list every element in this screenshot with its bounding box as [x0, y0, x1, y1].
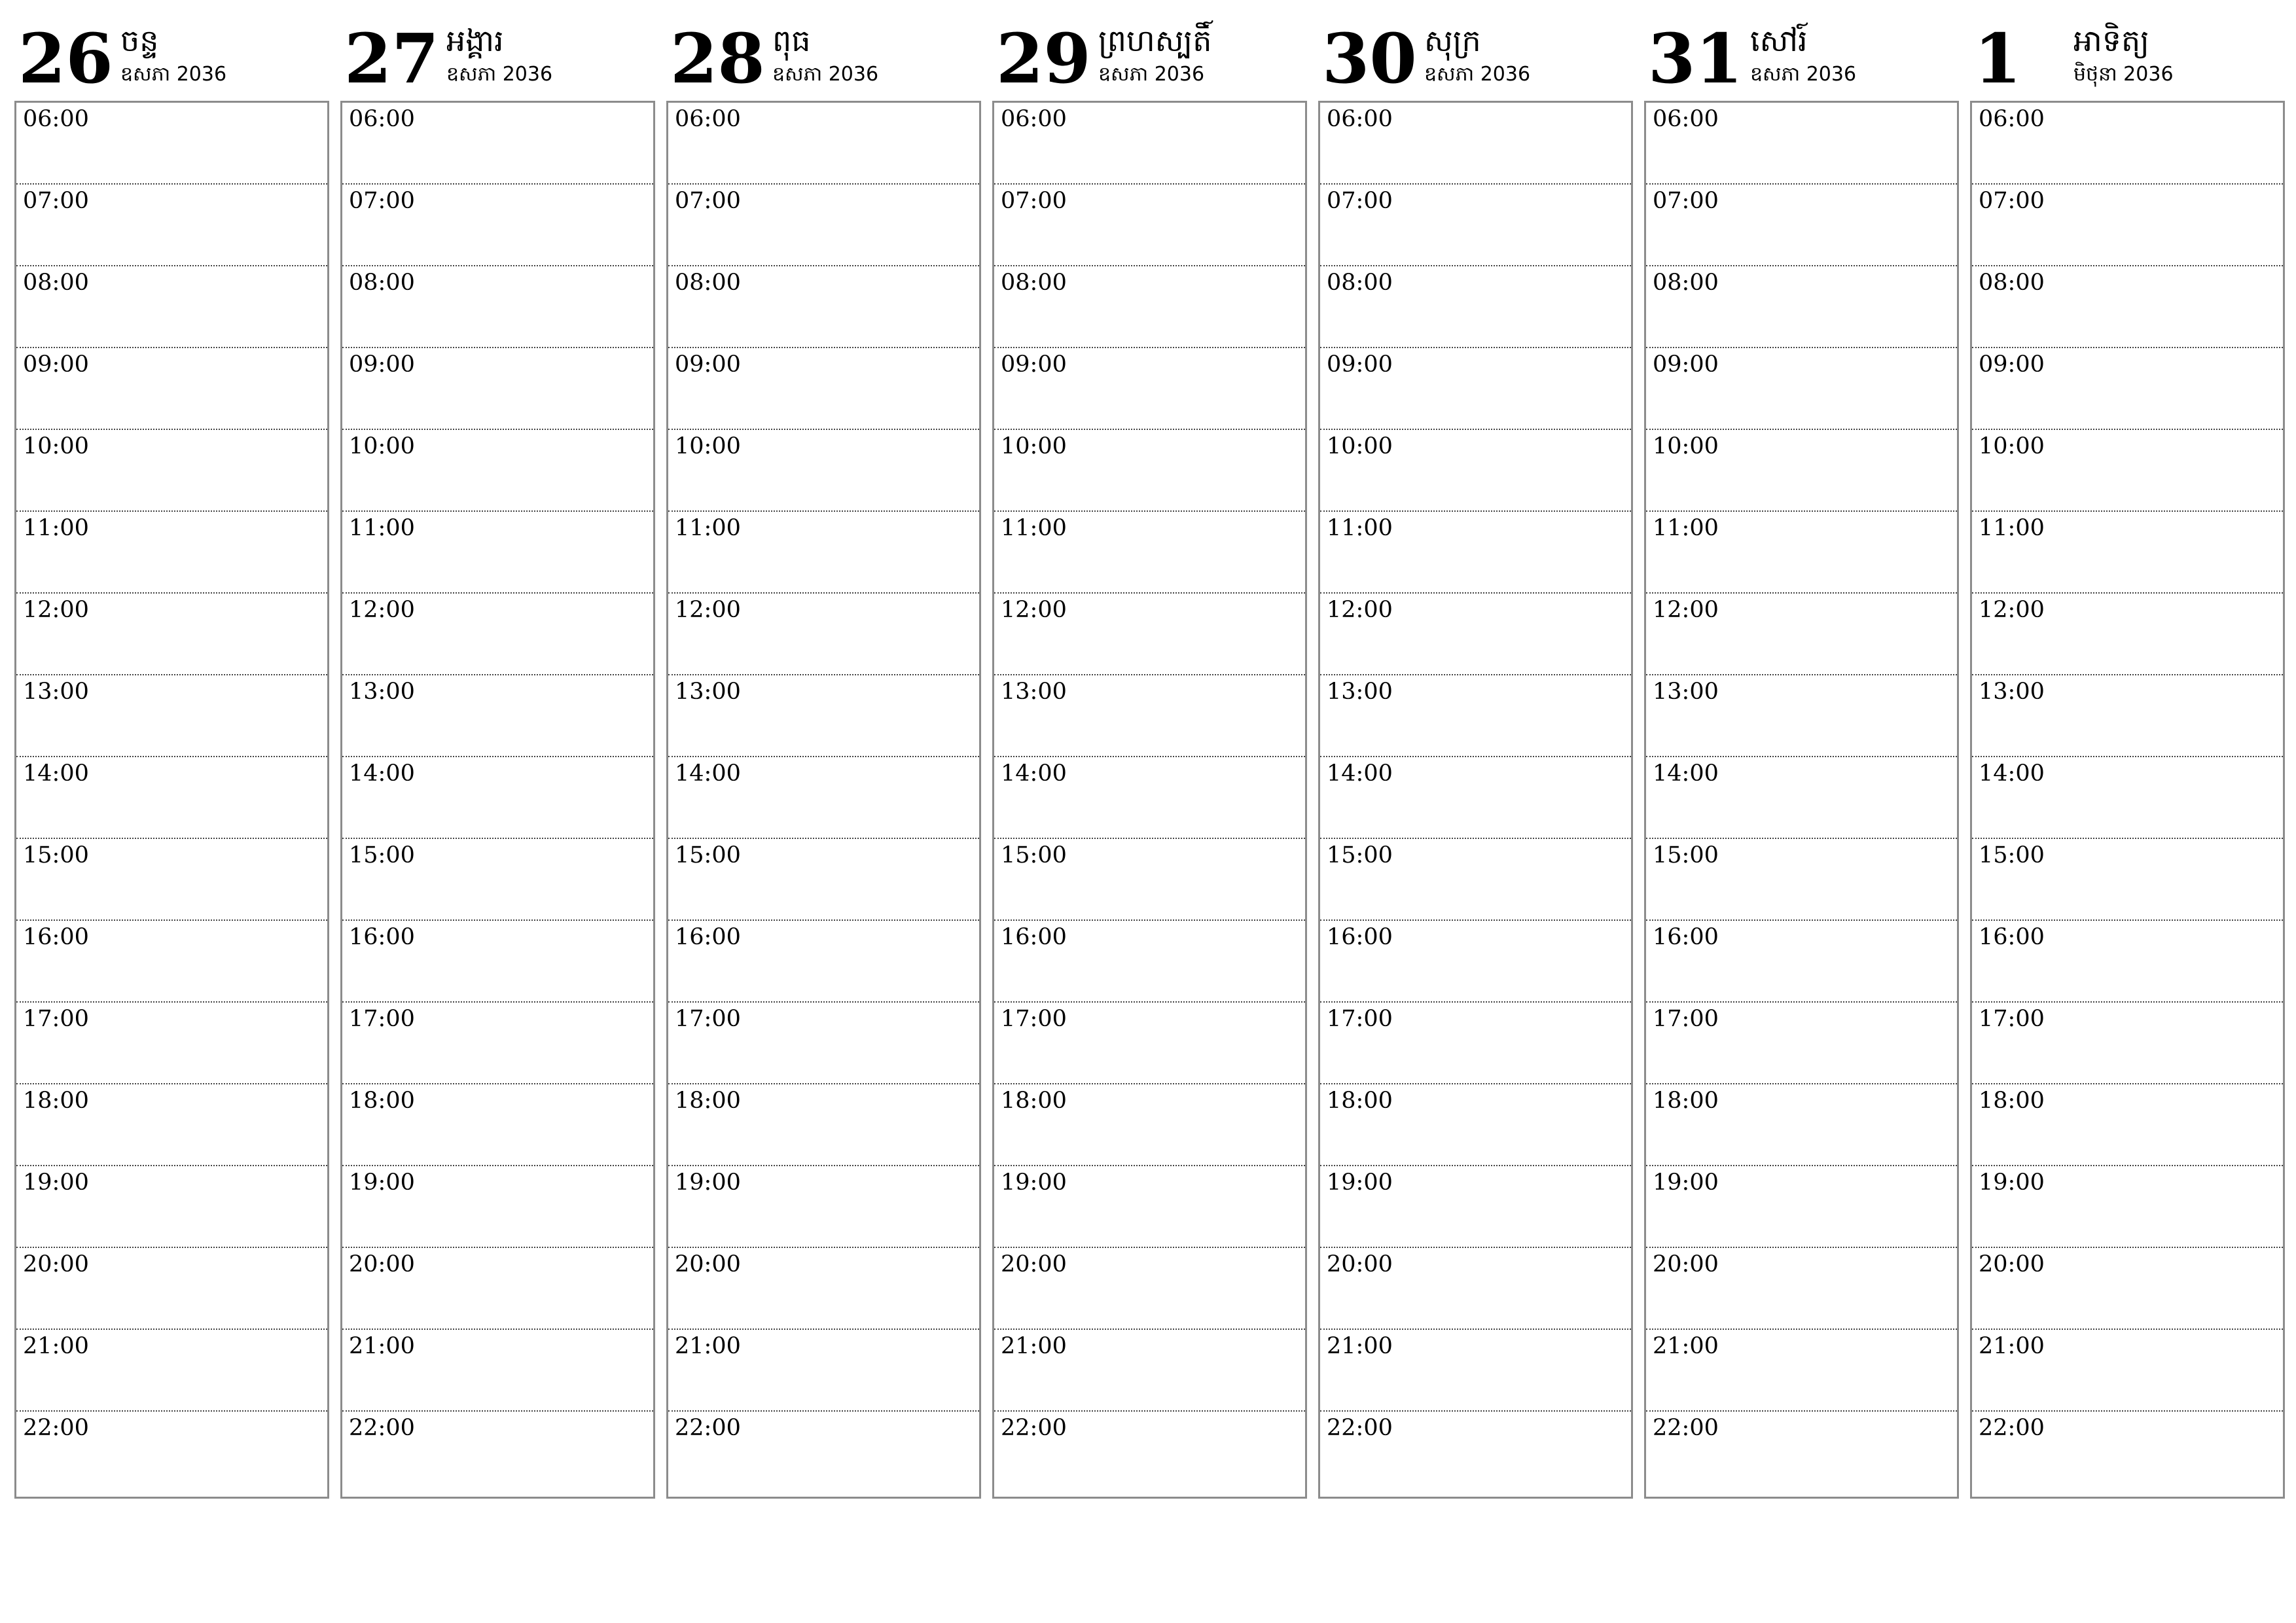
time-label: 08:00 — [1001, 270, 1067, 296]
time-label: 15:00 — [1001, 842, 1067, 868]
time-slots-box — [666, 101, 981, 1499]
time-slot[interactable] — [342, 430, 653, 512]
time-label: 16:00 — [1979, 924, 2045, 950]
time-slot[interactable] — [1320, 348, 1631, 430]
time-slot[interactable] — [16, 1412, 327, 1497]
time-label: 17:00 — [1653, 1006, 1719, 1032]
time-slot[interactable] — [1320, 103, 1631, 185]
time-slot[interactable] — [668, 839, 979, 921]
day-number: 28 — [670, 18, 765, 99]
time-label: 18:00 — [349, 1088, 415, 1114]
month-year-label: ឧសភា 2036 — [120, 63, 227, 86]
time-label: 21:00 — [1327, 1333, 1393, 1359]
time-label: 20:00 — [23, 1251, 89, 1277]
time-label: 13:00 — [1001, 679, 1067, 705]
time-label: 20:00 — [1001, 1251, 1067, 1277]
time-slot[interactable] — [342, 1330, 653, 1412]
time-label: 19:00 — [349, 1169, 415, 1196]
day-number: 31 — [1648, 18, 1743, 99]
time-slot[interactable] — [342, 266, 653, 348]
time-label: 14:00 — [1979, 760, 2045, 787]
time-label: 12:00 — [1327, 597, 1393, 623]
time-label: 12:00 — [349, 597, 415, 623]
time-label: 13:00 — [1979, 679, 2045, 705]
time-slot[interactable] — [342, 594, 653, 675]
day-column — [666, 20, 980, 1499]
time-slot[interactable] — [16, 1166, 327, 1248]
day-number: 29 — [996, 18, 1091, 99]
time-slot[interactable] — [994, 103, 1305, 185]
time-slot[interactable] — [1320, 1084, 1631, 1166]
time-slot[interactable] — [1646, 1003, 1957, 1084]
time-slot[interactable] — [994, 1084, 1305, 1166]
time-slot[interactable] — [994, 594, 1305, 675]
time-slot[interactable] — [994, 348, 1305, 430]
time-slot[interactable] — [1320, 1248, 1631, 1330]
time-label: 21:00 — [1979, 1333, 2045, 1359]
time-slot[interactable] — [1646, 430, 1957, 512]
time-label: 07:00 — [1979, 188, 2045, 214]
time-label: 16:00 — [23, 924, 89, 950]
day-header — [1644, 20, 1958, 101]
time-slot[interactable] — [994, 757, 1305, 839]
day-header — [340, 20, 654, 101]
time-slot[interactable] — [16, 185, 327, 266]
time-slot[interactable] — [668, 185, 979, 266]
time-slot[interactable] — [1320, 1412, 1631, 1497]
time-slot[interactable] — [668, 430, 979, 512]
time-label: 16:00 — [675, 924, 741, 950]
day-column — [14, 20, 328, 1499]
time-slot[interactable] — [16, 921, 327, 1003]
time-slot[interactable] — [1972, 1166, 2283, 1248]
time-slots-box — [992, 101, 1307, 1499]
time-slot[interactable] — [342, 185, 653, 266]
time-slot[interactable] — [16, 266, 327, 348]
time-slot[interactable] — [1320, 594, 1631, 675]
day-name: ចន្ទ — [120, 23, 159, 58]
time-label: 09:00 — [1653, 351, 1719, 378]
time-slot[interactable] — [342, 1084, 653, 1166]
time-slot[interactable] — [342, 512, 653, 594]
time-label: 12:00 — [23, 597, 89, 623]
time-slot[interactable] — [16, 430, 327, 512]
day-header — [14, 20, 328, 101]
day-name: ព្រហស្បតិ៍ — [1098, 23, 1212, 58]
day-number: 30 — [1322, 18, 1417, 99]
time-label: 15:00 — [1979, 842, 2045, 868]
time-slot[interactable] — [1646, 921, 1957, 1003]
time-slot[interactable] — [1320, 185, 1631, 266]
time-slot[interactable] — [668, 103, 979, 185]
time-slot[interactable] — [1320, 512, 1631, 594]
time-slot[interactable] — [16, 1248, 327, 1330]
time-slot[interactable] — [1972, 430, 2283, 512]
time-label: 21:00 — [349, 1333, 415, 1359]
time-slot[interactable] — [1646, 1330, 1957, 1412]
time-label: 19:00 — [1001, 1169, 1067, 1196]
time-slot[interactable] — [1320, 430, 1631, 512]
time-slot[interactable] — [342, 757, 653, 839]
time-label: 10:00 — [675, 433, 741, 459]
time-slot[interactable] — [668, 1330, 979, 1412]
time-label: 12:00 — [1001, 597, 1067, 623]
time-slot[interactable] — [1320, 675, 1631, 757]
time-slot[interactable] — [16, 348, 327, 430]
time-slot[interactable] — [1972, 594, 2283, 675]
time-label: 06:00 — [1001, 106, 1067, 132]
time-label: 17:00 — [1327, 1006, 1393, 1032]
time-label: 09:00 — [1979, 351, 2045, 378]
time-slot[interactable] — [994, 1412, 1305, 1497]
time-slot[interactable] — [994, 1166, 1305, 1248]
day-header — [666, 20, 980, 101]
time-label: 17:00 — [1979, 1006, 2045, 1032]
time-slot[interactable] — [342, 1166, 653, 1248]
time-label: 17:00 — [349, 1006, 415, 1032]
time-slot[interactable] — [668, 1166, 979, 1248]
time-label: 12:00 — [1979, 597, 2045, 623]
time-label: 11:00 — [1001, 515, 1067, 541]
time-label: 08:00 — [1653, 270, 1719, 296]
time-slot[interactable] — [1972, 348, 2283, 430]
time-slot[interactable] — [342, 839, 653, 921]
time-label: 19:00 — [675, 1169, 741, 1196]
time-slot[interactable] — [994, 266, 1305, 348]
time-label: 18:00 — [1653, 1088, 1719, 1114]
time-label: 11:00 — [1653, 515, 1719, 541]
day-number: 26 — [18, 18, 113, 99]
time-label: 18:00 — [1327, 1088, 1393, 1114]
time-label: 15:00 — [1653, 842, 1719, 868]
time-slot[interactable] — [1972, 266, 2283, 348]
time-label: 11:00 — [675, 515, 741, 541]
time-slot[interactable] — [994, 430, 1305, 512]
time-label: 14:00 — [1001, 760, 1067, 787]
time-slot[interactable] — [1320, 1330, 1631, 1412]
time-slot[interactable] — [994, 839, 1305, 921]
time-label: 13:00 — [23, 679, 89, 705]
time-label: 18:00 — [23, 1088, 89, 1114]
time-slot[interactable] — [668, 1248, 979, 1330]
weekly-planner — [14, 20, 2291, 1499]
time-label: 13:00 — [675, 679, 741, 705]
time-label: 07:00 — [1653, 188, 1719, 214]
day-column — [992, 20, 1306, 1499]
time-label: 07:00 — [1327, 188, 1393, 214]
time-slot[interactable] — [668, 1412, 979, 1497]
day-name: អង្គារ — [446, 23, 504, 58]
time-label: 20:00 — [1979, 1251, 2045, 1277]
day-column — [1318, 20, 1632, 1499]
time-slot[interactable] — [1320, 1003, 1631, 1084]
time-slot[interactable] — [1972, 1248, 2283, 1330]
time-label: 16:00 — [1001, 924, 1067, 950]
time-slot[interactable] — [1320, 1166, 1631, 1248]
time-label: 10:00 — [349, 433, 415, 459]
time-label: 08:00 — [1327, 270, 1393, 296]
time-label: 16:00 — [1653, 924, 1719, 950]
time-slot[interactable] — [1972, 1084, 2283, 1166]
time-slot[interactable] — [1972, 1003, 2283, 1084]
time-label: 22:00 — [349, 1415, 415, 1441]
time-slot[interactable] — [994, 1003, 1305, 1084]
time-slot[interactable] — [1646, 757, 1957, 839]
day-number: 27 — [344, 18, 439, 99]
time-slot[interactable] — [1646, 1166, 1957, 1248]
time-label: 16:00 — [1327, 924, 1393, 950]
time-label: 22:00 — [1653, 1415, 1719, 1441]
time-label: 06:00 — [675, 106, 741, 132]
time-slot[interactable] — [1972, 921, 2283, 1003]
time-label: 11:00 — [23, 515, 89, 541]
time-label: 21:00 — [23, 1333, 89, 1359]
time-label: 20:00 — [1653, 1251, 1719, 1277]
time-label: 12:00 — [675, 597, 741, 623]
time-label: 10:00 — [23, 433, 89, 459]
day-header — [1318, 20, 1632, 101]
time-slot[interactable] — [994, 512, 1305, 594]
time-slots-box — [14, 101, 329, 1499]
time-slot[interactable] — [16, 1330, 327, 1412]
time-slots-box — [340, 101, 655, 1499]
time-label: 19:00 — [23, 1169, 89, 1196]
time-label: 07:00 — [349, 188, 415, 214]
time-slots-box — [1970, 101, 2285, 1499]
time-slot[interactable] — [1320, 921, 1631, 1003]
month-year-label: ឧសភា 2036 — [772, 63, 879, 86]
month-year-label: ឧសភា 2036 — [1750, 63, 1857, 86]
day-name: សុក្រ — [1424, 23, 1481, 58]
time-slot[interactable] — [1646, 103, 1957, 185]
time-slot[interactable] — [994, 1248, 1305, 1330]
time-label: 21:00 — [1001, 1333, 1067, 1359]
time-slot[interactable] — [342, 1412, 653, 1497]
time-slot[interactable] — [342, 348, 653, 430]
time-slot[interactable] — [1646, 1248, 1957, 1330]
time-label: 19:00 — [1979, 1169, 2045, 1196]
time-slot[interactable] — [994, 1330, 1305, 1412]
time-label: 20:00 — [1327, 1251, 1393, 1277]
day-column — [1644, 20, 1958, 1499]
time-label: 15:00 — [349, 842, 415, 868]
time-slot[interactable] — [668, 1003, 979, 1084]
time-label: 11:00 — [1327, 515, 1393, 541]
time-label: 06:00 — [1653, 106, 1719, 132]
month-year-label: មិថុនា 2036 — [2073, 63, 2174, 86]
time-label: 14:00 — [349, 760, 415, 787]
time-label: 09:00 — [675, 351, 741, 378]
time-slot[interactable] — [16, 675, 327, 757]
time-label: 08:00 — [23, 270, 89, 296]
time-label: 13:00 — [1653, 679, 1719, 705]
time-slot[interactable] — [16, 1003, 327, 1084]
time-label: 06:00 — [349, 106, 415, 132]
time-label: 12:00 — [1653, 597, 1719, 623]
time-slot[interactable] — [1646, 185, 1957, 266]
time-slot[interactable] — [1646, 266, 1957, 348]
time-slot[interactable] — [1320, 266, 1631, 348]
time-slot[interactable] — [668, 757, 979, 839]
time-label: 18:00 — [675, 1088, 741, 1114]
time-label: 13:00 — [1327, 679, 1393, 705]
time-label: 21:00 — [675, 1333, 741, 1359]
time-slot[interactable] — [668, 594, 979, 675]
time-label: 07:00 — [675, 188, 741, 214]
time-slot[interactable] — [994, 921, 1305, 1003]
time-label: 14:00 — [1327, 760, 1393, 787]
time-label: 18:00 — [1001, 1088, 1067, 1114]
time-slot[interactable] — [668, 921, 979, 1003]
time-label: 11:00 — [349, 515, 415, 541]
month-year-label: ឧសភា 2036 — [1098, 63, 1205, 86]
time-slot[interactable] — [16, 839, 327, 921]
time-slot[interactable] — [16, 512, 327, 594]
time-label: 20:00 — [349, 1251, 415, 1277]
time-slot[interactable] — [668, 675, 979, 757]
time-slot[interactable] — [1646, 839, 1957, 921]
time-label: 08:00 — [1979, 270, 2045, 296]
time-slot[interactable] — [342, 103, 653, 185]
time-label: 15:00 — [675, 842, 741, 868]
time-slot[interactable] — [1646, 512, 1957, 594]
time-slot[interactable] — [342, 921, 653, 1003]
month-year-label: ឧសភា 2036 — [1424, 63, 1531, 86]
time-label: 10:00 — [1653, 433, 1719, 459]
time-slot[interactable] — [1972, 839, 2283, 921]
month-year-label: ឧសភា 2036 — [446, 63, 553, 86]
time-label: 10:00 — [1979, 433, 2045, 459]
time-slot[interactable] — [1646, 675, 1957, 757]
time-label: 09:00 — [349, 351, 415, 378]
time-label: 22:00 — [1327, 1415, 1393, 1441]
time-label: 07:00 — [23, 188, 89, 214]
time-slot[interactable] — [1972, 1412, 2283, 1497]
time-label: 18:00 — [1979, 1088, 2045, 1114]
time-label: 11:00 — [1979, 515, 2045, 541]
time-slot[interactable] — [1972, 512, 2283, 594]
time-slot[interactable] — [1646, 594, 1957, 675]
day-name: អាទិត្យ — [2073, 23, 2149, 58]
time-slots-box — [1318, 101, 1633, 1499]
time-label: 14:00 — [1653, 760, 1719, 787]
time-label: 15:00 — [23, 842, 89, 868]
time-label: 20:00 — [675, 1251, 741, 1277]
time-label: 10:00 — [1327, 433, 1393, 459]
time-slot[interactable] — [1646, 348, 1957, 430]
time-slot[interactable] — [1972, 103, 2283, 185]
time-label: 17:00 — [675, 1006, 741, 1032]
time-label: 16:00 — [349, 924, 415, 950]
day-number: 1 — [1974, 18, 2022, 99]
time-slot[interactable] — [16, 103, 327, 185]
time-slot[interactable] — [342, 1003, 653, 1084]
time-label: 09:00 — [23, 351, 89, 378]
time-slot[interactable] — [1320, 839, 1631, 921]
time-label: 06:00 — [1327, 106, 1393, 132]
time-label: 10:00 — [1001, 433, 1067, 459]
time-slot[interactable] — [16, 757, 327, 839]
time-slot[interactable] — [16, 594, 327, 675]
time-label: 21:00 — [1653, 1333, 1719, 1359]
time-label: 22:00 — [675, 1415, 741, 1441]
time-slot[interactable] — [668, 1084, 979, 1166]
time-slot[interactable] — [1972, 757, 2283, 839]
time-label: 14:00 — [675, 760, 741, 787]
day-name: ពុធ — [772, 23, 811, 58]
time-label: 22:00 — [1001, 1415, 1067, 1441]
time-slot[interactable] — [1972, 185, 2283, 266]
time-label: 07:00 — [1001, 188, 1067, 214]
time-label: 06:00 — [23, 106, 89, 132]
time-slot[interactable] — [16, 1084, 327, 1166]
time-slot[interactable] — [668, 348, 979, 430]
time-slot[interactable] — [994, 185, 1305, 266]
time-label: 09:00 — [1327, 351, 1393, 378]
time-label: 22:00 — [23, 1415, 89, 1441]
day-column — [340, 20, 654, 1499]
time-label: 22:00 — [1979, 1415, 2045, 1441]
day-column — [1970, 20, 2284, 1499]
time-label: 17:00 — [1001, 1006, 1067, 1032]
time-label: 13:00 — [349, 679, 415, 705]
time-slot[interactable] — [342, 1248, 653, 1330]
time-slot[interactable] — [994, 675, 1305, 757]
time-slot[interactable] — [668, 266, 979, 348]
time-label: 19:00 — [1653, 1169, 1719, 1196]
day-name: សៅរ៍ — [1750, 23, 1808, 58]
time-label: 08:00 — [349, 270, 415, 296]
time-label: 09:00 — [1001, 351, 1067, 378]
time-slot[interactable] — [1646, 1084, 1957, 1166]
time-slot[interactable] — [1972, 1330, 2283, 1412]
time-label: 14:00 — [23, 760, 89, 787]
time-slot[interactable] — [1972, 675, 2283, 757]
day-header — [992, 20, 1306, 101]
time-label: 08:00 — [675, 270, 741, 296]
time-slot[interactable] — [1646, 1412, 1957, 1497]
time-slot[interactable] — [1320, 757, 1631, 839]
time-slot[interactable] — [668, 512, 979, 594]
time-slot[interactable] — [342, 675, 653, 757]
day-header — [1970, 20, 2284, 101]
time-slots-box — [1644, 101, 1959, 1499]
time-label: 15:00 — [1327, 842, 1393, 868]
time-label: 19:00 — [1327, 1169, 1393, 1196]
time-label: 17:00 — [23, 1006, 89, 1032]
time-label: 06:00 — [1979, 106, 2045, 132]
